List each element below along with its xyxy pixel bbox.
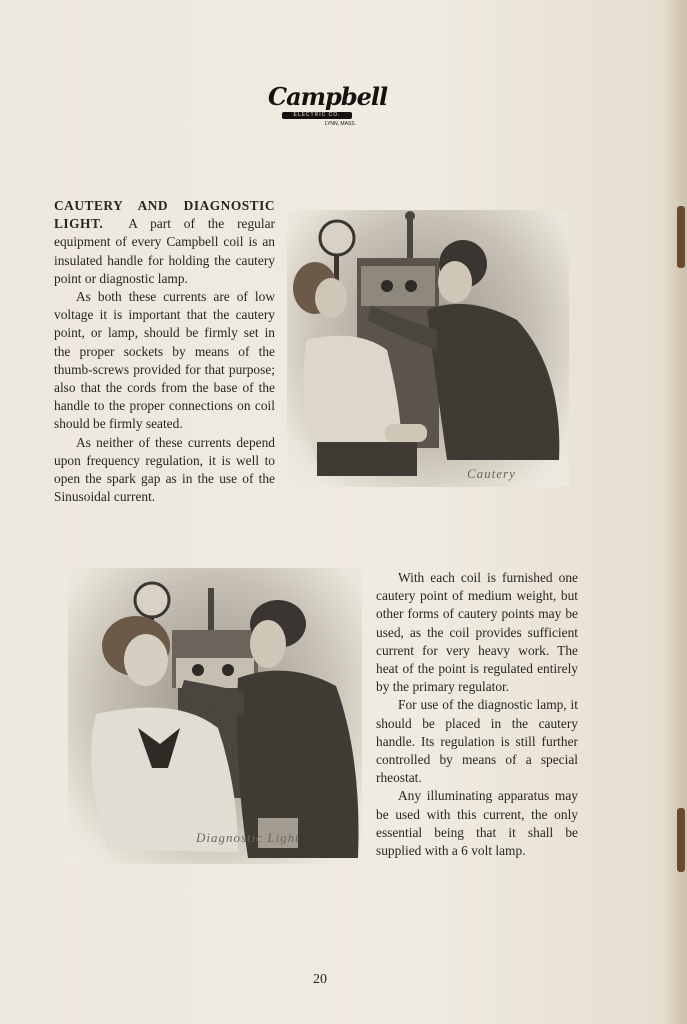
left-paragraph-3: As neither of these currents depend upon frequency regulation, it is well to open the spark gap as in the use of the Sinusoidal current. (54, 434, 275, 505)
cautery-illustration (287, 210, 569, 487)
logo-band: ELECTRIC CO. (282, 112, 352, 119)
left-text-column (54, 197, 275, 506)
diagnostic-caption: Diagnostic Light (196, 830, 300, 845)
binding-mark-bottom (677, 808, 685, 872)
cautery-caption: Cautery (467, 466, 516, 481)
binding-mark-top (677, 206, 685, 268)
cautery-photo (287, 210, 569, 487)
left-paragraph-2: As both these currents are of low voltage it is important that the cautery point, or lamp, should be firmly set in the proper sockets by means of the thumb-screws provided for that purpose; also that the cords from the base of the handle to the proper connections on coil should be firmly seated. (54, 289, 275, 432)
page-number: 20 (313, 972, 327, 987)
right-text-column (376, 569, 578, 860)
diagnostic-light-photo (68, 568, 362, 864)
campbell-logo (268, 82, 388, 132)
left-paragraph-1 (54, 197, 275, 288)
section-heading: CAUTERY AND DIAGNOSTIC LIGHT. (54, 198, 275, 232)
right-paragraph-1: With each coil is furnished one cautery point of medium weight, but other forms of cautery points may be used, as the coil provides sufficient current for very heavy work. The heat of the point is regulated entirely by the primary regulator. (376, 570, 578, 695)
left-paragraph-1-text: A part of the regular equipment of every Campbell coil is an insulated handle for holding the cautery point or diagnostic lamp. (54, 216, 275, 286)
diagnostic-illustration (68, 568, 362, 864)
right-paragraph-3: Any illuminating apparatus may be used with this current, the only essential being that it shall be supplied with a 6 volt lamp. (376, 788, 578, 859)
right-paragraph-2: For use of the diagnostic lamp, it should be placed in the cautery handle. Its regulation is still further controlled by means of a special rheostat. (376, 697, 578, 786)
logo-sub: LYNN, MASS. (324, 121, 356, 127)
logo-word: Campbell (268, 82, 388, 111)
